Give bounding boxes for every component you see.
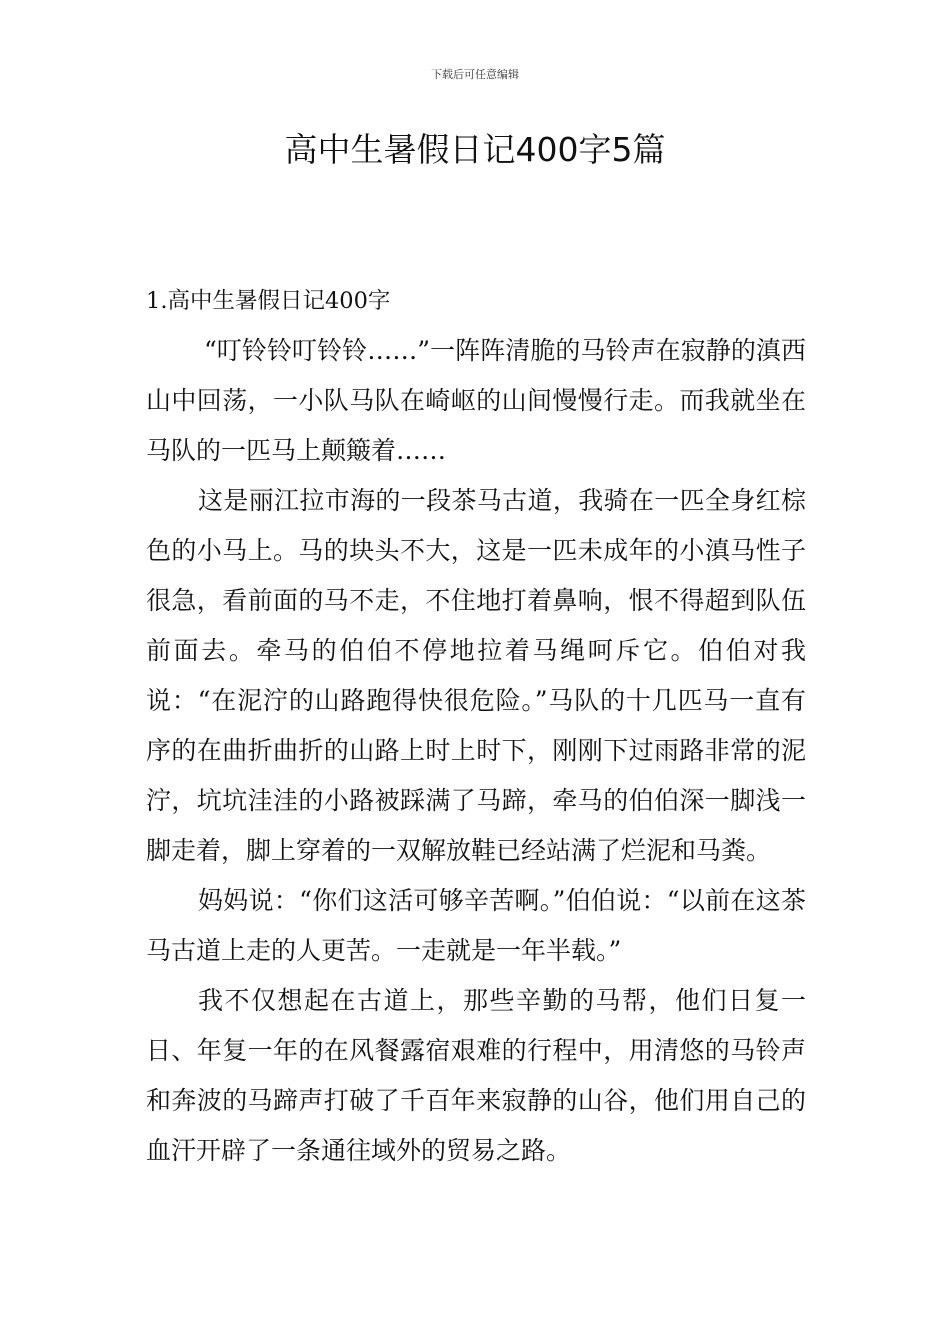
document-body — [146, 276, 806, 1176]
page-header-note: 下载后可任意编辑 — [431, 68, 519, 81]
document-title: 高中生暑假日记400字5篇 — [284, 130, 666, 169]
section-heading: 1.高中生暑假日记400字 — [146, 288, 391, 314]
paragraph-4: 我不仅想起在古道上，那些辛勤的马帮，他们日复一日、年复一年的在风餐露宿艰难的行程中，用清悠的马铃声和奔波的马蹄声打破了千百年来寂静的山谷，他们用自己的血汗开辟了一条通往域外的贸易之路。 — [146, 986, 806, 1165]
paragraph-3: 妈妈说：“你们这活可够辛苦啊。”伯伯说：“以前在这茶马古道上走的人更苦。一走就是一年半载。” — [146, 886, 806, 965]
paragraph-1: “叮铃铃叮铃铃……”一阵阵清脆的马铃声在寂静的滇西山中回荡，一小队马队在崎岖的山间慢慢行走。而我就坐在马队的一匹马上颠簸着…… — [146, 336, 806, 465]
paragraph-2: 这是丽江拉市海的一段茶马古道，我骑在一匹全身红棕色的小马上。马的块头不大，这是一匹未成年的小滇马性子很急，看前面的马不走，不住地打着鼻响，恨不得超到队伍前面去。牵马的伯伯不停地拉着马绳呵斥它。伯伯对我说：“在泥泞的山路跑得快很危险。”马队的十几匹马一直有序的在曲折曲折的山路上时上时下，刚刚下过雨路非常的泥泞，坑坑洼洼的小路被踩满了马蹄，牵马的伯伯深一脚浅一脚走着，脚上穿着的一双解放鞋已经站满了烂泥和马粪。 — [146, 486, 806, 865]
